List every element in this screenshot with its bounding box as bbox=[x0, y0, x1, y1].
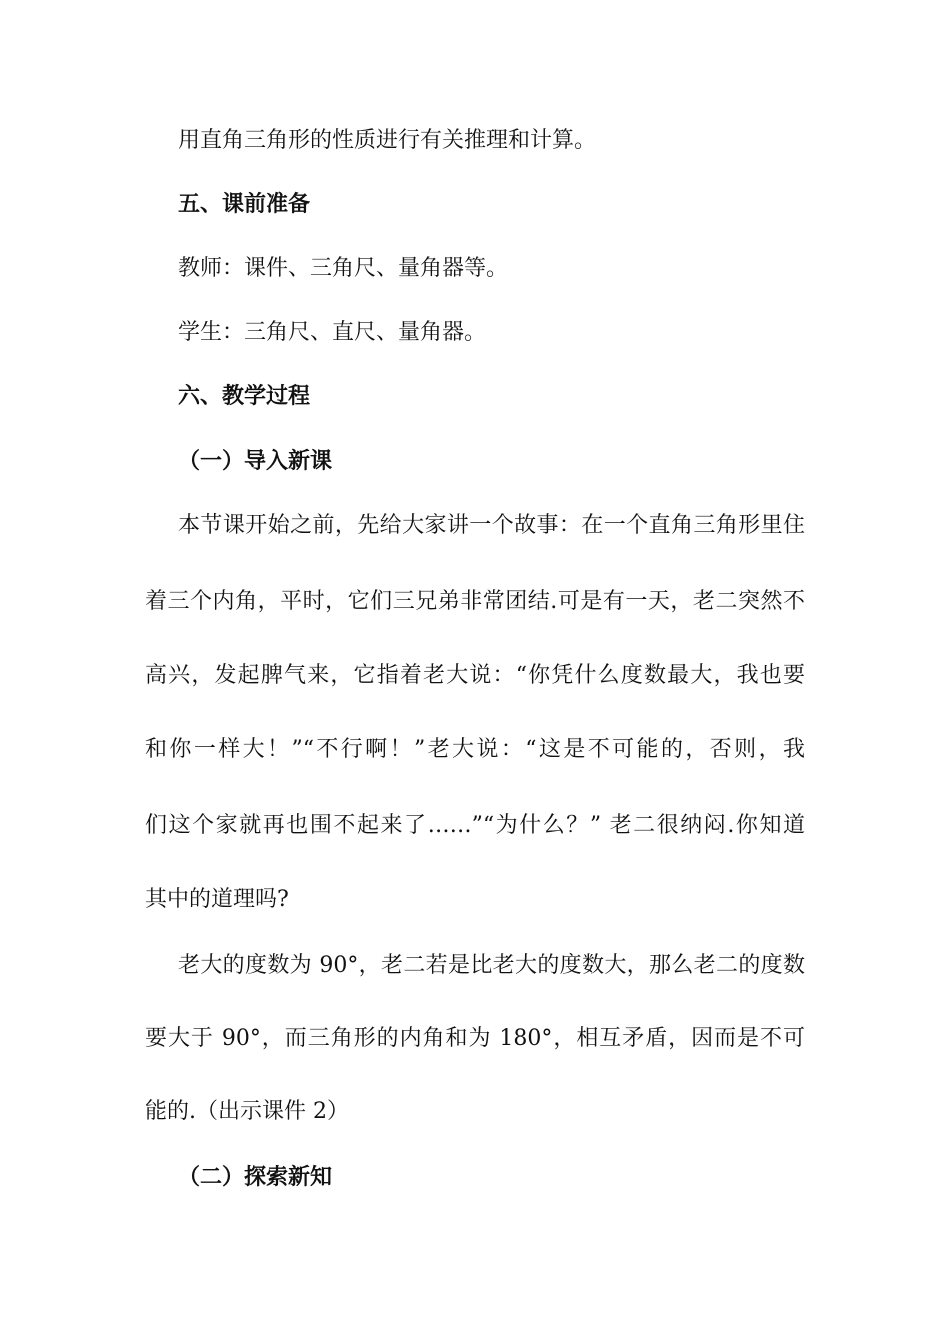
paragraph-text: 着三个内角，平时，它们三兄弟非常团结.可是有一天，老二突然不 bbox=[145, 589, 805, 614]
paragraph-text: 用直角三角形的性质进行有关推理和计算。 bbox=[178, 128, 597, 153]
subsection-heading: （一）导入新课 bbox=[178, 449, 333, 474]
section-heading: 六、教学过程 bbox=[178, 384, 311, 409]
paragraph-text: 高兴，发起脾气来，它指着老大说：“你凭什么度数最大，我也要 bbox=[145, 663, 805, 688]
paragraph-text: 要大于 90°，而三角形的内角和为 180°，相互矛盾，因而是不可 bbox=[145, 1026, 805, 1051]
paragraph-text: 本节课开始之前，先给大家讲一个故事：在一个直角三角形里住 bbox=[178, 513, 805, 538]
paragraph-text: 们这个家就再也围不起来了……”“为什么？” 老二很纳闷.你知道 bbox=[145, 813, 805, 838]
subsection-heading: （二）探索新知 bbox=[178, 1165, 333, 1190]
paragraph-text: 能的.（出示课件 2） bbox=[145, 1099, 349, 1124]
section-heading: 五、课前准备 bbox=[178, 192, 311, 217]
paragraph-text: 教师：课件、三角尺、量角器等。 bbox=[178, 256, 509, 281]
paragraph-text: 其中的道理吗? bbox=[145, 887, 289, 912]
paragraph-text: 和你一样大！”“不行啊！”老大说：“这是不可能的，否则，我 bbox=[145, 737, 805, 762]
paragraph-text: 学生：三角尺、直尺、量角器。 bbox=[178, 320, 487, 345]
paragraph-text: 老大的度数为 90°，老二若是比老大的度数大，那么老二的度数 bbox=[178, 953, 805, 978]
